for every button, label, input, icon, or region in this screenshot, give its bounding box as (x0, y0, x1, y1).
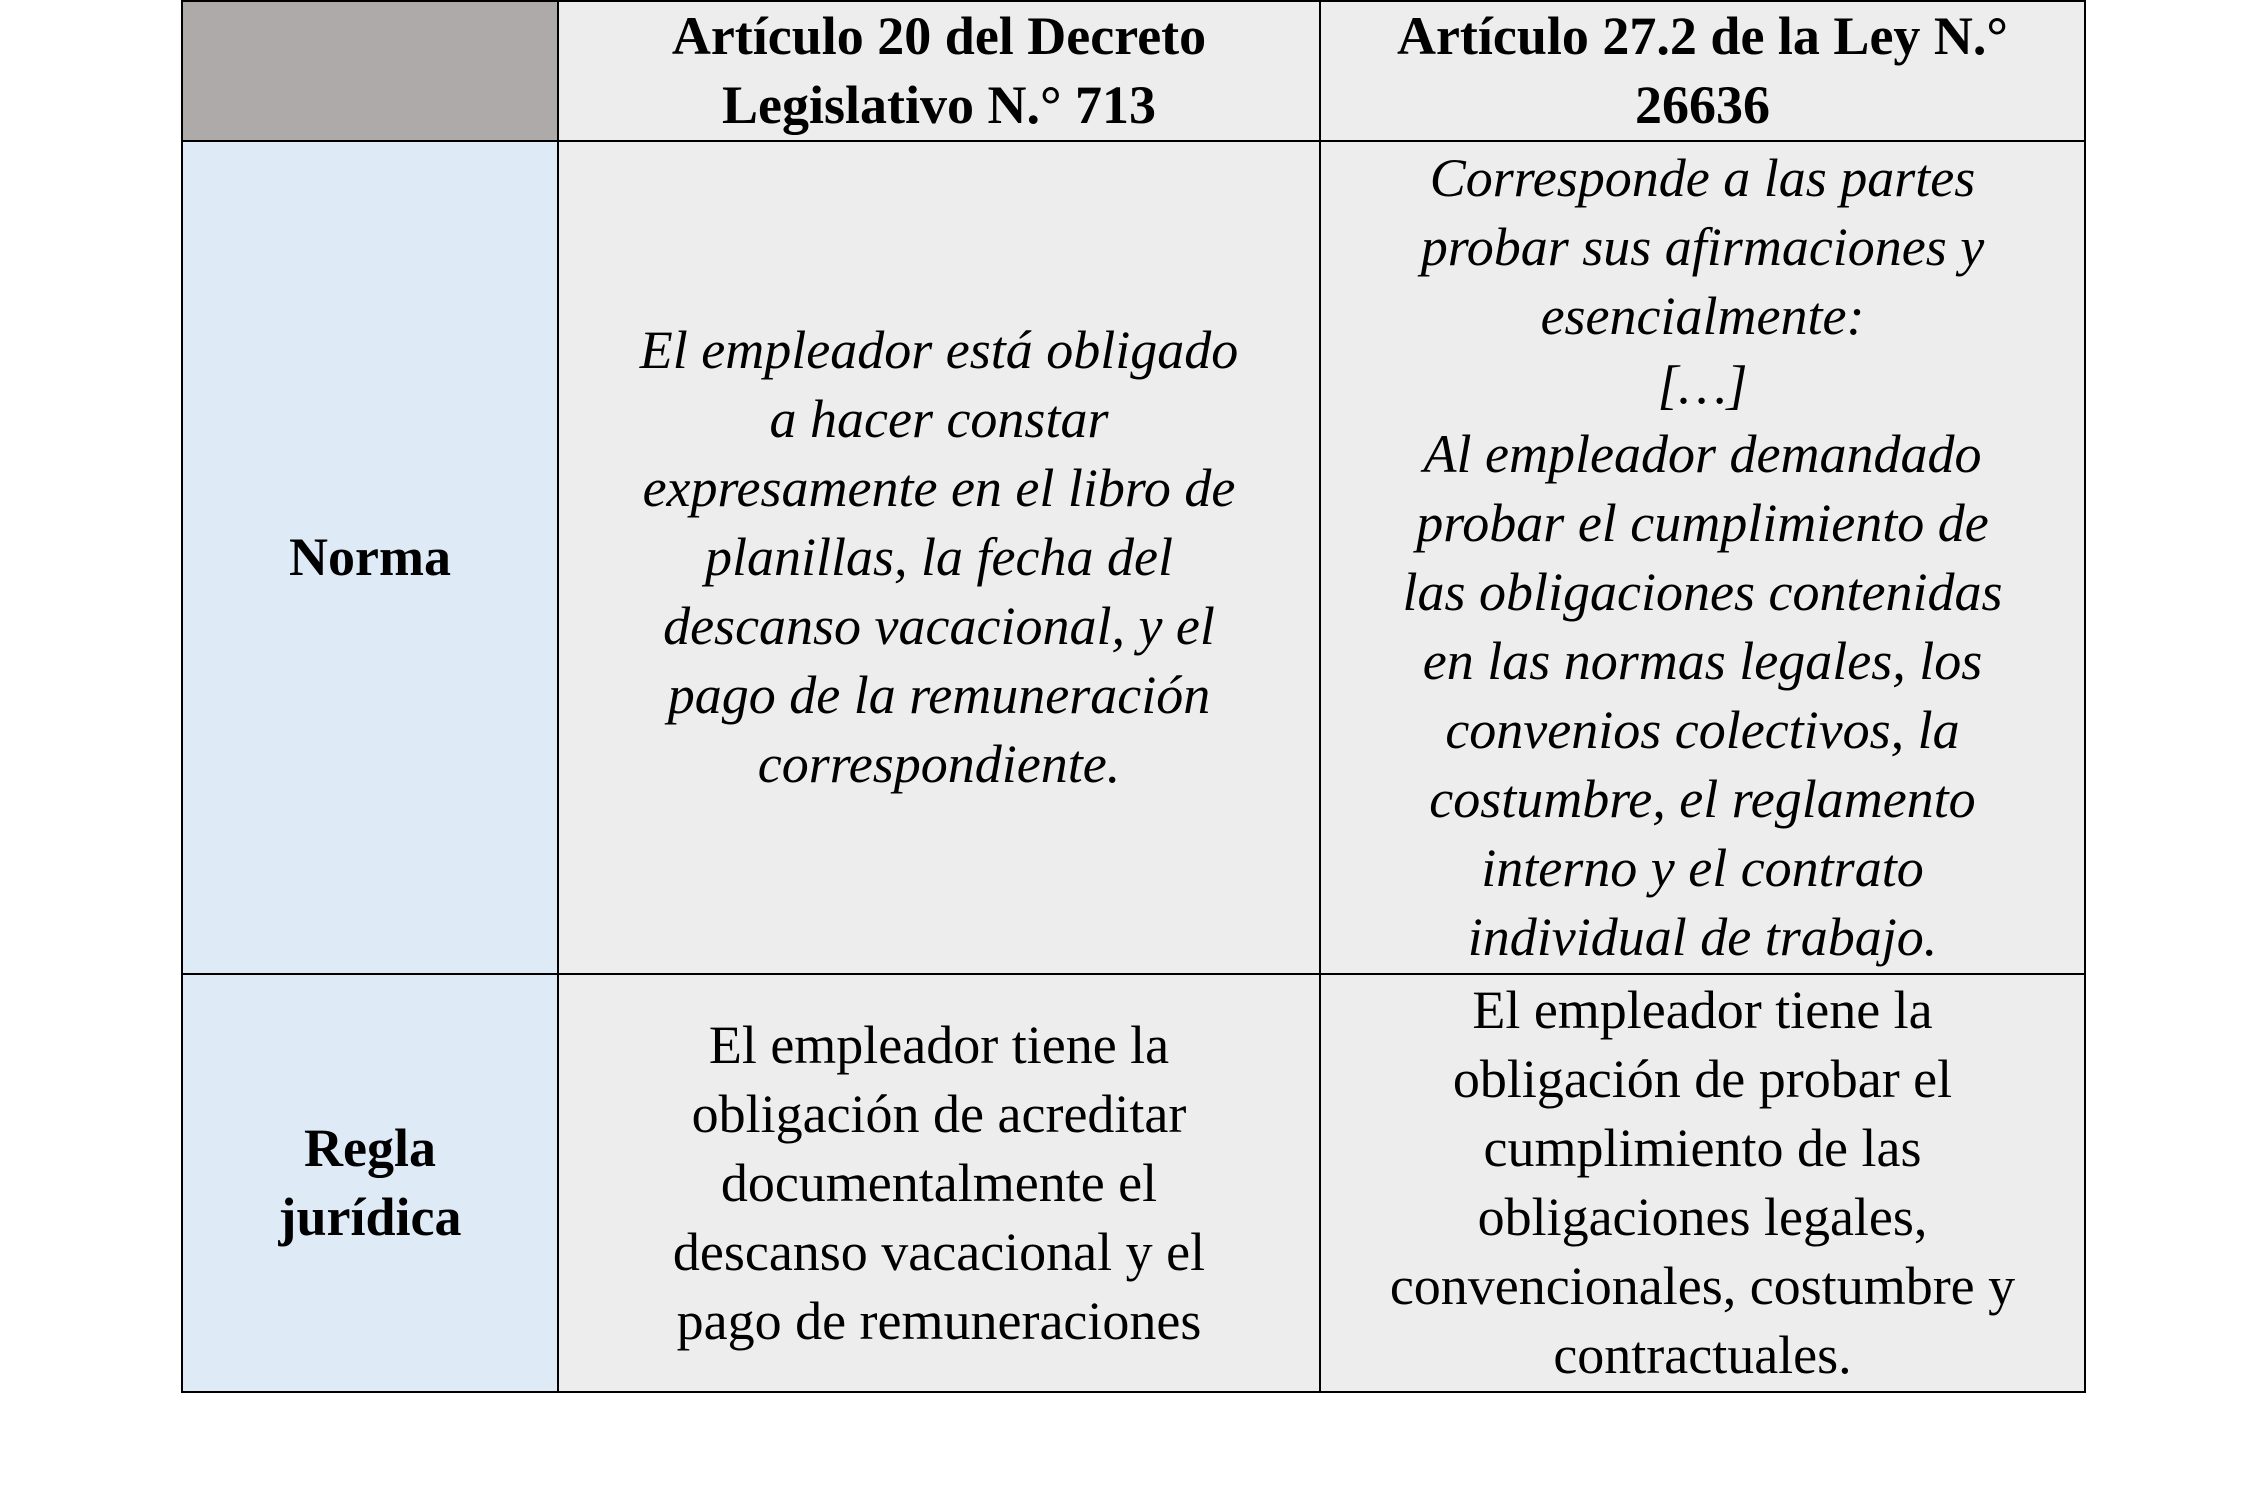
header-line: Legislativo N.° 713 (721, 75, 1157, 136)
text-line: Corresponde a las partes (1429, 147, 1976, 208)
comparison-table (181, 0, 2086, 1393)
text-line: contractuales. (1553, 1325, 1852, 1386)
text-line: interno y el contrato (1481, 837, 1924, 898)
text-line: probar el cumplimiento de (1416, 492, 1989, 553)
header-line: Artículo 27.2 de la Ley N.° (1396, 6, 2009, 67)
text-line: a hacer constar (769, 389, 1109, 450)
text-line: descanso vacacional y el (672, 1221, 1206, 1282)
label-line: Norma (289, 527, 451, 588)
header-row (182, 1, 2085, 141)
text-line: probar sus afirmaciones y (1420, 216, 1985, 277)
text-line: convencionales, costumbre y (1389, 1256, 2016, 1317)
text-line: las obligaciones contenidas (1402, 561, 2003, 622)
label-line: jurídica (278, 1187, 462, 1248)
header-decreto-713 (558, 1, 1320, 141)
text-line: esencialmente: (1540, 285, 1865, 346)
text-line: en las normas legales, los (1422, 630, 1983, 691)
text-line: pago de la remuneración (667, 665, 1211, 726)
corner-cell (182, 1, 558, 141)
text-line: convenios colectivos, la (1445, 699, 1960, 760)
regla-juridica-row (182, 974, 2085, 1392)
norma-row (182, 141, 2085, 974)
regla-decreto-text (558, 974, 1320, 1392)
norma-ley-text (1320, 141, 2085, 974)
text-line: cumplimiento de las (1483, 1118, 1922, 1179)
text-line: El empleador tiene la (1472, 980, 1933, 1041)
text-line: pago de remuneraciones (676, 1290, 1202, 1351)
label-line: Regla (304, 1118, 436, 1179)
header-line: 26636 (1635, 75, 1770, 136)
regla-ley-text (1320, 974, 2085, 1392)
text-line: costumbre, el reglamento (1429, 768, 1976, 829)
text-line: obligación de acreditar (691, 1083, 1187, 1144)
text-line: Al empleador demandado (1423, 423, 1982, 484)
header-line: Artículo 20 del Decreto (671, 6, 1207, 67)
header-ley-26636 (1320, 1, 2085, 141)
text-line: obligaciones legales, (1477, 1187, 1928, 1248)
regla-juridica-label (182, 974, 558, 1392)
text-line: planillas, la fecha del (705, 527, 1173, 588)
text-line: descanso vacacional, y el (663, 596, 1215, 657)
text-line: El empleador tiene la (708, 1014, 1170, 1075)
text-line: […] (1657, 354, 1748, 415)
text-line: El empleador está obligado (639, 320, 1239, 381)
text-line: correspondiente. (757, 734, 1121, 795)
text-line: individual de trabajo. (1467, 906, 1938, 967)
norma-decreto-text (558, 141, 1320, 974)
text-line: expresamente en el libro de (642, 458, 1236, 519)
norma-label (182, 141, 558, 974)
text-line: obligación de probar el (1452, 1049, 1953, 1110)
text-line: documentalmente el (720, 1152, 1158, 1213)
